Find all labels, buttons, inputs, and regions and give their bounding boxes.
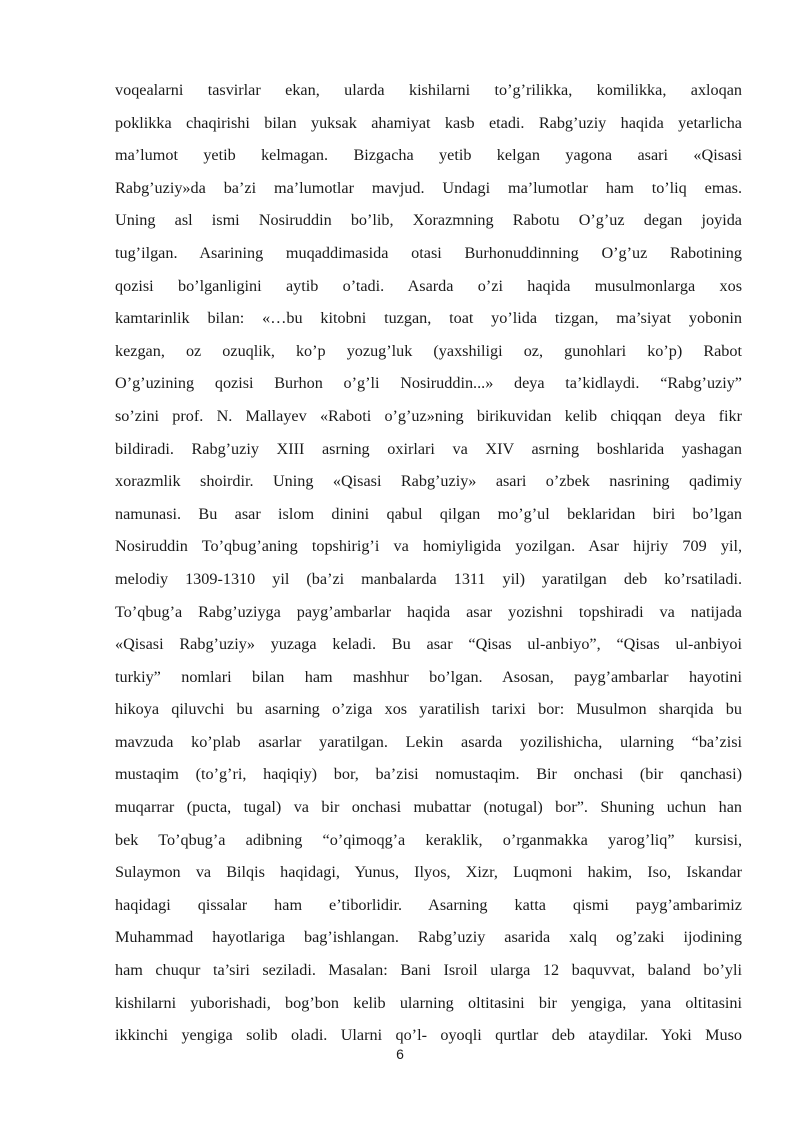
text-line: qozisi bo’lganligini aytib o’tadi. Asarda o’zi haqida musulmonlarga xos [115,276,742,295]
text-line: O’g’uzining qozisi Burhon o’g’li Nosiruddin...» deya ta’kidlaydi. “Rabg’uziy” [115,374,742,393]
text-line: Rabg’uziy»da ba’zi ma’lumotlar mavjud. Undagi ma’lumotlar ham to’liq emas. [115,178,742,197]
text-line: xorazmlik shoirdir. Uning «Qisasi Rabg’uziy» asari o’zbek nasrining qadimiy [115,472,742,491]
text-line: Uning asl ismi Nosiruddin bo’lib, Xorazmning Rabotu O’g’uz degan joyida [115,211,742,230]
text-line: kezgan, oz ozuqlik, ko’p yozug’luk (yaxshiligi oz, gunohlari ko’p) Rabot [115,341,742,360]
text-line: ma’lumot yetib kelmagan. Bizgacha yetib kelgan yagona asari «Qisasi [115,146,742,165]
text-line: mustaqim (to’g’ri, haqiqiy) bor, ba’zisi nomustaqim. Bir onchasi (bir qanchasi) [115,765,742,784]
text-line: kamtarinlik bilan: «…bu kitobni tuzgan, toat yo’lida tizgan, ma’siyat yobonin [115,309,742,328]
text-line: Nosiruddin To’qbug’aning topshirig’i va homiyligida yozilgan. Asar hijriy 709 yil, [115,537,742,556]
text-line: melodiy 1309-1310 yil (ba’zi manbalarda 1311 yil) yaratilgan deb ko’rsatiladi. [115,569,742,588]
text-line: namunasi. Bu asar islom dinini qabul qilgan mo’g’ul beklaridan biri bo’lgan [115,504,742,523]
text-line: Sulaymon va Bilqis haqidagi, Yunus, Ilyos, Xizr, Luqmoni hakim, Iso, Iskandar [115,863,742,882]
text-line: kishilarni yuborishadi, bog’bon kelib ularning oltitasini bir yengiga, yana oltitasini [115,993,742,1012]
text-line: mavzuda ko’plab asarlar yaratilgan. Lekin asarda yozilishicha, ularning “ba’zisi [115,732,742,751]
text-line: bildiradi. Rabg’uziy XIII asrning oxirlari va XIV asrning boshlarida yashagan [115,439,742,458]
body-text [115,74,742,1052]
text-line: To’qbug’a Rabg’uziyga payg’ambarlar haqida asar yozishni topshiradi va natijada [115,602,742,621]
page-number: 6 [396,1046,404,1062]
text-line: so’zini prof. N. Mallayev «Raboti o’g’uz»ning birikuvidan kelib chiqqan deya fikr [115,406,742,425]
text-line: haqidagi qissalar ham e’tiborlidir. Asarning katta qismi payg’ambarimiz [115,895,742,914]
text-line: hikoya qiluvchi bu asarning o’ziga xos yaratilish tarixi bor: Musulmon sharqida bu [115,700,742,719]
text-line: Muhammad hayotlariga bag’ishlangan. Rabg’uziy asarida xalq og’zaki ijodining [115,928,742,947]
text-line: «Qisasi Rabg’uziy» yuzaga keladi. Bu asar “Qisas ul-anbiyo”, “Qisas ul-anbiyoi [115,635,742,654]
text-line: muqarrar (pucta, tugal) va bir onchasi mubattar (notugal) bor”. Shuning uchun han [115,798,742,817]
text-line: bek To’qbug’a adibning “o’qimoqg’a keraklik, o’rganmakka yarog’liq” kursisi, [115,830,742,849]
text-line: tug’ilgan. Asarining muqaddimasida otasi Burhonuddinning O’g’uz Rabotining [115,243,742,262]
text-line: poklikka chaqirishi bilan yuksak ahamiyat kasb etadi. Rabg’uziy haqida yetarlicha [115,113,742,132]
text-line: ikkinchi yengiga solib oladi. Ularni qo’l- oyoqli qurtlar deb ataydilar. Yoki Muso [115,1026,742,1045]
text-line: turkiy” nomlari bilan ham mashhur bo’lgan. Asosan, payg’ambarlar hayotini [115,667,742,686]
text-line: ham chuqur ta’siri seziladi. Masalan: Bani Isroil ularga 12 baquvvat, baland bo’yli [115,961,742,980]
text-line: voqealarni tasvirlar ekan, ularda kishilarni to’g’rilikka, komilikka, axloqan [115,81,742,99]
